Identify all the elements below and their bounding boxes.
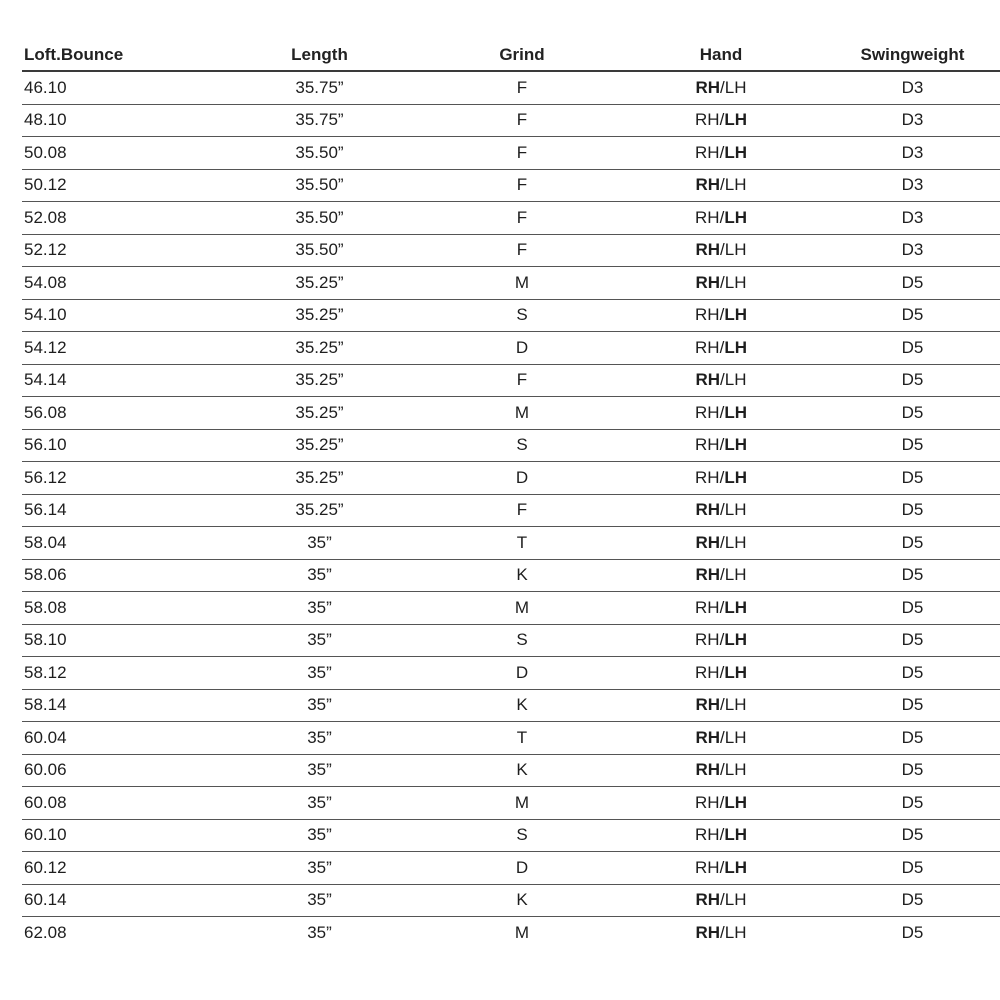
hand-cell xyxy=(607,143,835,163)
hand-lh: LH xyxy=(724,77,747,97)
swingweight-cell: D5 xyxy=(901,500,924,520)
hand-cell xyxy=(607,338,835,358)
length-cell: 35” xyxy=(307,662,332,682)
hand-lh: LH xyxy=(724,240,747,260)
swingweight-cell: D3 xyxy=(901,175,924,195)
hand-rh: RH xyxy=(695,792,720,812)
loft-bounce-cell: 56.12 xyxy=(24,467,67,487)
hand-cell xyxy=(607,760,835,780)
hand-lh: LH xyxy=(724,695,747,715)
hand-separator: / xyxy=(719,467,725,487)
hand-lh: LH xyxy=(724,760,747,780)
hand-separator: / xyxy=(720,500,725,520)
hand-cell xyxy=(607,695,835,715)
length-cell: 35.50” xyxy=(295,207,344,227)
loft-bounce-cell: 60.12 xyxy=(24,857,67,877)
hand-rh: RH xyxy=(695,175,721,195)
spec-table xyxy=(22,40,1000,950)
swingweight-cell: D3 xyxy=(901,77,924,97)
table-row xyxy=(22,722,1000,755)
swingweight-cell: D5 xyxy=(901,402,924,422)
grind-cell: K xyxy=(516,695,528,715)
hand-rh: RH xyxy=(695,467,720,487)
hand-rh: RH xyxy=(695,727,721,747)
hand-cell xyxy=(607,500,835,520)
hand-separator: / xyxy=(719,110,725,130)
hand-lh: LH xyxy=(724,630,747,650)
length-cell: 35” xyxy=(307,890,332,910)
loft-bounce-cell: 60.08 xyxy=(24,792,67,812)
hand-separator: / xyxy=(720,240,725,260)
hand-separator: / xyxy=(719,402,725,422)
grind-cell: M xyxy=(514,597,530,617)
hand-separator: / xyxy=(720,923,725,943)
table-row xyxy=(22,267,1000,300)
length-cell: 35” xyxy=(307,923,332,943)
hand-separator: / xyxy=(720,760,725,780)
hand-lh: LH xyxy=(724,110,747,130)
table-header xyxy=(22,40,1000,72)
hand-rh: RH xyxy=(695,435,720,455)
length-cell: 35” xyxy=(307,857,332,877)
grind-cell: T xyxy=(516,727,528,747)
hand-lh: LH xyxy=(724,565,747,585)
grind-cell: F xyxy=(516,240,528,260)
hand-cell xyxy=(607,630,835,650)
length-cell: 35.75” xyxy=(295,110,344,130)
loft-bounce-cell: 58.04 xyxy=(24,532,67,552)
loft-bounce-cell: 56.10 xyxy=(24,435,67,455)
length-cell: 35” xyxy=(307,565,332,585)
hand-rh: RH xyxy=(695,305,720,325)
hand-rh: RH xyxy=(695,272,721,292)
loft-bounce-cell: 58.06 xyxy=(24,565,67,585)
grind-cell: K xyxy=(516,890,528,910)
hand-separator: / xyxy=(719,142,725,162)
swingweight-cell: D3 xyxy=(901,142,924,162)
hand-lh: LH xyxy=(724,857,747,877)
swingweight-cell: D5 xyxy=(901,760,924,780)
grind-cell: M xyxy=(514,792,530,812)
hand-separator: / xyxy=(719,825,725,845)
length-cell: 35.50” xyxy=(295,240,344,260)
table-row xyxy=(22,72,1000,105)
hand-rh: RH xyxy=(695,402,720,422)
length-cell: 35” xyxy=(307,695,332,715)
grind-cell: K xyxy=(516,565,528,585)
hand-rh: RH xyxy=(695,500,721,520)
hand-lh: LH xyxy=(724,305,747,325)
hand-separator: / xyxy=(719,857,725,877)
loft-bounce-cell: 50.12 xyxy=(24,175,67,195)
hand-lh: LH xyxy=(724,662,747,682)
hand-separator: / xyxy=(719,630,725,650)
table-row xyxy=(22,495,1000,528)
grind-cell: S xyxy=(516,630,528,650)
hand-cell xyxy=(607,663,835,683)
hand-cell xyxy=(607,370,835,390)
swingweight-cell: D5 xyxy=(901,337,924,357)
loft-bounce-cell: 60.14 xyxy=(24,890,67,910)
hand-cell xyxy=(607,240,835,260)
hand-lh: LH xyxy=(724,370,747,390)
hand-separator: / xyxy=(719,792,725,812)
hand-cell xyxy=(607,435,835,455)
swingweight-cell: D5 xyxy=(901,630,924,650)
hand-rh: RH xyxy=(695,825,720,845)
length-cell: 35” xyxy=(307,630,332,650)
table-row xyxy=(22,885,1000,918)
grind-cell: D xyxy=(515,337,529,357)
hand-rh: RH xyxy=(695,923,721,943)
hand-lh: LH xyxy=(724,337,747,357)
swingweight-cell: D3 xyxy=(901,110,924,130)
table-row xyxy=(22,300,1000,333)
table-row xyxy=(22,592,1000,625)
length-cell: 35” xyxy=(307,792,332,812)
loft-bounce-cell: 56.14 xyxy=(24,500,67,520)
loft-bounce-cell: 54.12 xyxy=(24,337,67,357)
swingweight-cell: D5 xyxy=(901,305,924,325)
hand-separator: / xyxy=(720,272,725,292)
swingweight-cell: D3 xyxy=(901,207,924,227)
grind-cell: S xyxy=(516,435,528,455)
loft-bounce-cell: 58.08 xyxy=(24,597,67,617)
hand-separator: / xyxy=(720,77,725,97)
hand-rh: RH xyxy=(695,207,720,227)
swingweight-cell: D5 xyxy=(901,792,924,812)
length-cell: 35” xyxy=(307,532,332,552)
hand-lh: LH xyxy=(724,142,747,162)
hand-cell xyxy=(607,110,835,130)
length-cell: 35.25” xyxy=(295,402,344,422)
loft-bounce-cell: 48.10 xyxy=(24,110,67,130)
hand-lh: LH xyxy=(724,500,747,520)
table-row xyxy=(22,462,1000,495)
grind-cell: D xyxy=(515,662,529,682)
swingweight-cell: D5 xyxy=(901,727,924,747)
hand-rh: RH xyxy=(695,597,720,617)
swingweight-cell: D5 xyxy=(901,597,924,617)
swingweight-cell: D5 xyxy=(901,890,924,910)
grind-cell: S xyxy=(516,305,528,325)
loft-bounce-cell: 54.14 xyxy=(24,370,67,390)
header-swingweight: Swingweight xyxy=(860,45,965,64)
header-length: Length xyxy=(291,45,348,64)
hand-separator: / xyxy=(719,597,725,617)
hand-cell xyxy=(607,923,835,943)
length-cell: 35” xyxy=(307,597,332,617)
hand-rh: RH xyxy=(695,337,720,357)
table-row xyxy=(22,137,1000,170)
hand-cell xyxy=(607,890,835,910)
loft-bounce-cell: 50.08 xyxy=(24,142,67,162)
length-cell: 35.25” xyxy=(295,337,344,357)
hand-lh: LH xyxy=(724,435,747,455)
hand-separator: / xyxy=(720,532,725,552)
hand-cell xyxy=(607,598,835,618)
swingweight-cell: D5 xyxy=(901,467,924,487)
grind-cell: F xyxy=(516,175,528,195)
hand-cell xyxy=(607,273,835,293)
table-row xyxy=(22,690,1000,723)
table-row xyxy=(22,430,1000,463)
length-cell: 35.25” xyxy=(295,467,344,487)
grind-cell: S xyxy=(516,825,528,845)
hand-lh: LH xyxy=(724,792,747,812)
length-cell: 35.25” xyxy=(295,305,344,325)
swingweight-cell: D5 xyxy=(901,565,924,585)
hand-cell xyxy=(607,825,835,845)
swingweight-cell: D5 xyxy=(901,662,924,682)
length-cell: 35.25” xyxy=(295,435,344,455)
hand-rh: RH xyxy=(695,142,720,162)
table-row xyxy=(22,755,1000,788)
hand-rh: RH xyxy=(695,532,721,552)
swingweight-cell: D5 xyxy=(901,370,924,390)
hand-lh: LH xyxy=(724,175,747,195)
hand-lh: LH xyxy=(724,207,747,227)
hand-separator: / xyxy=(719,435,725,455)
hand-separator: / xyxy=(720,695,725,715)
hand-separator: / xyxy=(719,207,725,227)
header-grind: Grind xyxy=(499,45,545,64)
hand-separator: / xyxy=(720,175,725,195)
table-row xyxy=(22,332,1000,365)
header-hand: Hand xyxy=(699,45,743,64)
hand-cell xyxy=(607,78,835,98)
hand-lh: LH xyxy=(724,402,747,422)
table-row xyxy=(22,820,1000,853)
table-row xyxy=(22,625,1000,658)
hand-cell xyxy=(607,728,835,748)
swingweight-cell: D5 xyxy=(901,435,924,455)
table-row xyxy=(22,105,1000,138)
hand-lh: LH xyxy=(724,532,747,552)
header-loft-bounce: Loft.Bounce xyxy=(24,45,124,64)
swingweight-cell: D5 xyxy=(901,825,924,845)
table-row xyxy=(22,365,1000,398)
hand-rh: RH xyxy=(695,110,720,130)
hand-lh: LH xyxy=(724,272,747,292)
loft-bounce-cell: 62.08 xyxy=(24,923,67,943)
grind-cell: F xyxy=(516,207,528,227)
grind-cell: M xyxy=(514,272,530,292)
grind-cell: D xyxy=(515,857,529,877)
table-row xyxy=(22,527,1000,560)
hand-lh: LH xyxy=(724,825,747,845)
table-row xyxy=(22,202,1000,235)
hand-separator: / xyxy=(720,370,725,390)
hand-lh: LH xyxy=(724,727,747,747)
loft-bounce-cell: 60.04 xyxy=(24,727,67,747)
hand-separator: / xyxy=(720,565,725,585)
loft-bounce-cell: 54.08 xyxy=(24,272,67,292)
hand-cell xyxy=(607,305,835,325)
table-row xyxy=(22,170,1000,203)
table-row xyxy=(22,787,1000,820)
hand-cell xyxy=(607,175,835,195)
loft-bounce-cell: 52.12 xyxy=(24,240,67,260)
hand-lh: LH xyxy=(724,890,747,910)
hand-rh: RH xyxy=(695,240,721,260)
loft-bounce-cell: 58.10 xyxy=(24,630,67,650)
grind-cell: F xyxy=(516,110,528,130)
table-row xyxy=(22,235,1000,268)
length-cell: 35.25” xyxy=(295,272,344,292)
hand-lh: LH xyxy=(724,597,747,617)
hand-separator: / xyxy=(720,727,725,747)
hand-separator: / xyxy=(719,305,725,325)
loft-bounce-cell: 52.08 xyxy=(24,207,67,227)
length-cell: 35.75” xyxy=(295,77,344,97)
loft-bounce-cell: 56.08 xyxy=(24,402,67,422)
grind-cell: T xyxy=(516,532,528,552)
loft-bounce-cell: 60.10 xyxy=(24,825,67,845)
hand-lh: LH xyxy=(724,467,747,487)
grind-cell: F xyxy=(516,77,528,97)
hand-cell xyxy=(607,468,835,488)
hand-rh: RH xyxy=(695,370,721,390)
length-cell: 35.25” xyxy=(295,500,344,520)
loft-bounce-cell: 58.12 xyxy=(24,662,67,682)
hand-separator: / xyxy=(719,662,725,682)
grind-cell: F xyxy=(516,500,528,520)
length-cell: 35.50” xyxy=(295,175,344,195)
hand-rh: RH xyxy=(695,565,721,585)
hand-cell xyxy=(607,208,835,228)
hand-separator: / xyxy=(719,337,725,357)
hand-cell xyxy=(607,403,835,423)
table-row xyxy=(22,560,1000,593)
hand-rh: RH xyxy=(695,760,721,780)
hand-cell xyxy=(607,793,835,813)
table-row xyxy=(22,917,1000,950)
grind-cell: M xyxy=(514,402,530,422)
loft-bounce-cell: 60.06 xyxy=(24,760,67,780)
grind-cell: K xyxy=(516,760,528,780)
length-cell: 35” xyxy=(307,825,332,845)
grind-cell: M xyxy=(514,923,530,943)
hand-separator: / xyxy=(720,890,725,910)
table-body xyxy=(22,72,1000,950)
hand-rh: RH xyxy=(695,662,720,682)
swingweight-cell: D5 xyxy=(901,923,924,943)
swingweight-cell: D5 xyxy=(901,695,924,715)
length-cell: 35.25” xyxy=(295,370,344,390)
table-row xyxy=(22,852,1000,885)
swingweight-cell: D3 xyxy=(901,240,924,260)
hand-lh: LH xyxy=(724,923,747,943)
hand-rh: RH xyxy=(695,77,721,97)
loft-bounce-cell: 54.10 xyxy=(24,305,67,325)
table-row xyxy=(22,397,1000,430)
swingweight-cell: D5 xyxy=(901,857,924,877)
length-cell: 35” xyxy=(307,760,332,780)
loft-bounce-cell: 58.14 xyxy=(24,695,67,715)
swingweight-cell: D5 xyxy=(901,532,924,552)
hand-cell xyxy=(607,533,835,553)
grind-cell: F xyxy=(516,142,528,162)
hand-rh: RH xyxy=(695,695,721,715)
loft-bounce-cell: 46.10 xyxy=(24,77,67,97)
length-cell: 35” xyxy=(307,727,332,747)
grind-cell: D xyxy=(515,467,529,487)
grind-cell: F xyxy=(516,370,528,390)
hand-rh: RH xyxy=(695,857,720,877)
hand-rh: RH xyxy=(695,630,720,650)
length-cell: 35.50” xyxy=(295,142,344,162)
hand-cell xyxy=(607,858,835,878)
swingweight-cell: D5 xyxy=(901,272,924,292)
hand-cell xyxy=(607,565,835,585)
hand-rh: RH xyxy=(695,890,721,910)
table-row xyxy=(22,657,1000,690)
